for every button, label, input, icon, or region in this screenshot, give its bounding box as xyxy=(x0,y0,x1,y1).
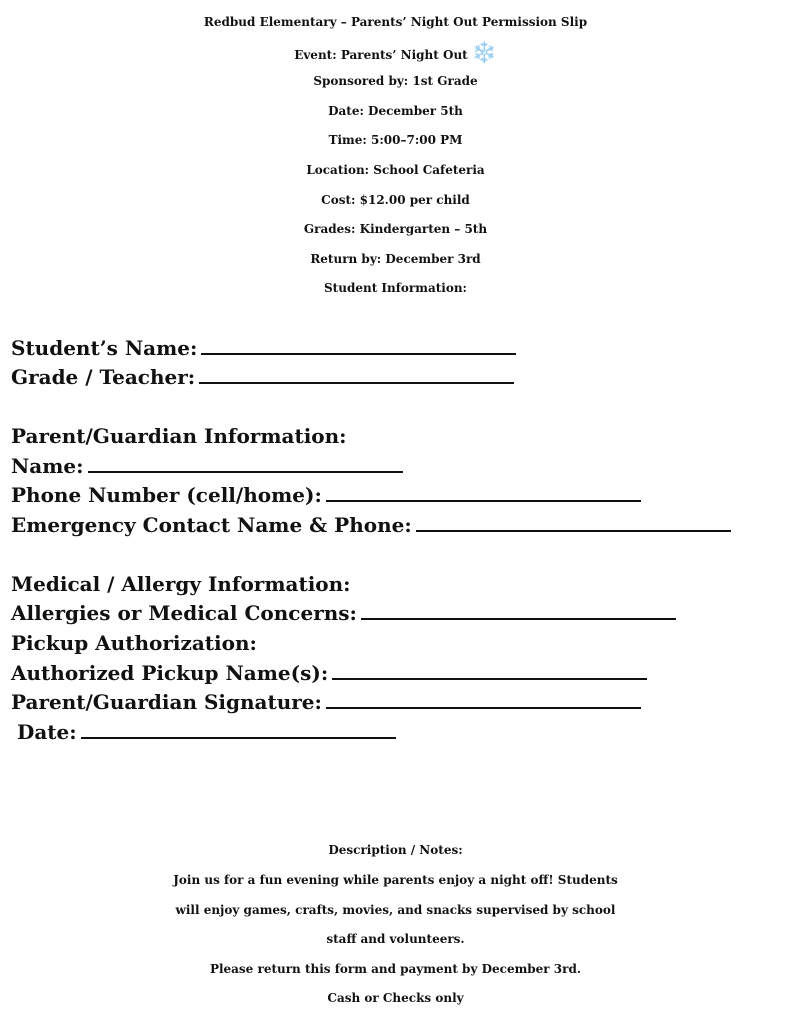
return-by-line: Return by: December 3rd xyxy=(310,252,481,266)
phone-field[interactable] xyxy=(326,484,641,502)
student-info-heading: Student Information: xyxy=(324,281,467,295)
medical-heading: Medical / Allergy Information: xyxy=(11,572,351,596)
allergies-label: Allergies or Medical Concerns: xyxy=(11,601,357,625)
sign-date-field[interactable] xyxy=(81,721,396,739)
date-line: Date: December 5th xyxy=(328,104,463,118)
grades-line: Grades: Kindergarten – 5th xyxy=(303,222,488,236)
parent-name-label: Name: xyxy=(11,454,84,478)
emergency-row xyxy=(11,511,731,539)
phone-row xyxy=(11,481,641,509)
event-text: Event: Parents’ Night Out xyxy=(294,48,468,62)
notes-line-3: staff and volunteers. xyxy=(326,932,465,946)
notes-line-4: Please return this form and payment by December 3rd. xyxy=(209,962,582,976)
snowflake-icon: ❄️ xyxy=(471,40,497,64)
parent-name-field[interactable] xyxy=(88,455,403,473)
notes-line-5: Cash or Checks only xyxy=(327,991,464,1005)
allergies-field[interactable] xyxy=(361,602,676,620)
student-name-row xyxy=(11,334,516,362)
student-name-field[interactable] xyxy=(201,337,516,355)
pickup-names-label: Authorized Pickup Name(s): xyxy=(11,661,329,685)
pickup-names-row xyxy=(11,659,647,687)
grade-teacher-label: Grade / Teacher: xyxy=(11,365,196,389)
pickup-names-field[interactable] xyxy=(332,662,647,680)
notes-heading: Description / Notes: xyxy=(328,843,463,857)
student-name-label: Student’s Name: xyxy=(11,336,198,360)
event-line xyxy=(0,38,791,66)
notes-line-1: Join us for a fun evening while parents enjoy a night off! Students xyxy=(173,873,618,887)
parent-info-heading: Parent/Guardian Information: xyxy=(11,424,347,448)
signature-row xyxy=(11,688,641,716)
sign-date-label: Date: xyxy=(17,720,77,744)
grade-teacher-row xyxy=(11,363,514,391)
cost-line: Cost: $12.00 per child xyxy=(321,193,470,207)
time-line: Time: 5:00–7:00 PM xyxy=(328,133,463,147)
sign-date-row xyxy=(17,718,396,746)
pickup-heading: Pickup Authorization: xyxy=(11,631,257,655)
emergency-label: Emergency Contact Name & Phone: xyxy=(11,513,412,537)
grade-teacher-field[interactable] xyxy=(199,366,514,384)
allergies-row xyxy=(11,599,676,627)
signature-label: Parent/Guardian Signature: xyxy=(11,690,322,714)
signature-field[interactable] xyxy=(326,691,641,709)
parent-name-row xyxy=(11,452,403,480)
phone-label: Phone Number (cell/home): xyxy=(11,483,322,507)
form-title: Redbud Elementary – Parents’ Night Out Permission Slip xyxy=(203,15,588,29)
notes-line-2: will enjoy games, crafts, movies, and snacks supervised by school xyxy=(175,903,616,917)
emergency-field[interactable] xyxy=(416,514,731,532)
sponsored-line: Sponsored by: 1st Grade xyxy=(313,74,478,88)
location-line: Location: School Cafeteria xyxy=(306,163,485,177)
